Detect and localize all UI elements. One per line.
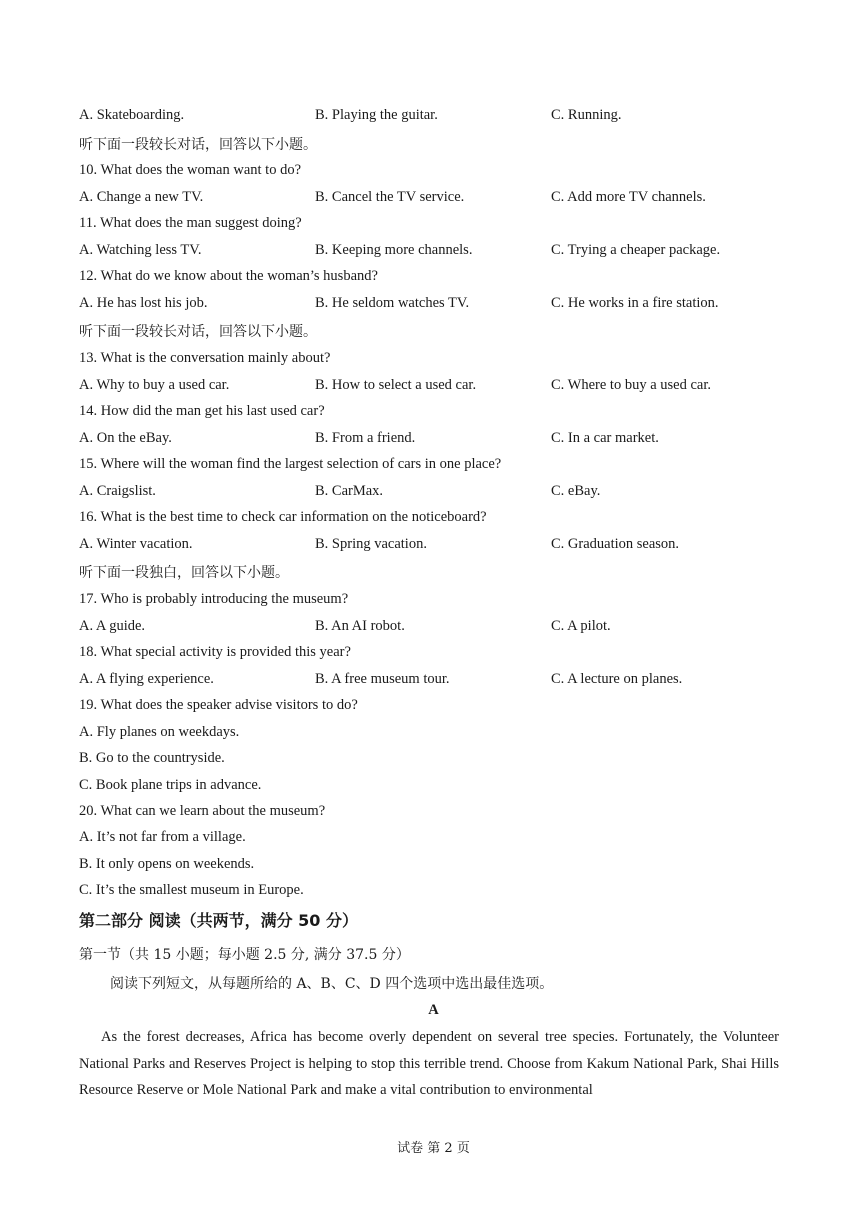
q12-option-a: A. He has lost his job. <box>79 295 208 311</box>
q10-option-c: C. Add more TV channels. <box>551 189 706 205</box>
question-15: 15. Where will the woman find the largest selection of cars in one place? <box>79 456 502 472</box>
passage-label: A <box>428 1002 439 1018</box>
q14-option-a: A. On the eBay. <box>79 430 172 446</box>
q17-option-c: C. A pilot. <box>551 618 611 634</box>
q11-option-c: C. Trying a cheaper package. <box>551 242 721 258</box>
q10-option-b: B. Cancel the TV service. <box>315 189 465 205</box>
q18-option-b: B. A free museum tour. <box>315 671 450 687</box>
question-19: 19. What does the speaker advise visitors to do? <box>79 697 358 713</box>
question-17: 17. Who is probably introducing the museum? <box>79 591 349 607</box>
q19-option-b: B. Go to the countryside. <box>79 750 225 766</box>
q12-option-b: B. He seldom watches TV. <box>315 295 470 311</box>
q11-option-a: A. Watching less TV. <box>79 242 202 258</box>
question-18: 18. What special activity is provided this year? <box>79 644 351 660</box>
q16-option-b: B. Spring vacation. <box>315 536 427 552</box>
q13-option-b: B. How to select a used car. <box>315 377 477 393</box>
q15-option-a: A. Craigslist. <box>79 483 156 499</box>
q11-option-b: B. Keeping more channels. <box>315 242 473 258</box>
passage-text: As the forest decreases, Africa has become overly dependent on several tree species. Fortunately, the Volunteer National Parks and Reserves Project is helping to stop this terrible trend. Choose from Kakum National Park, Shai Hills Resource Reserve or Mole National Park and make a vital contribution to environmental <box>79 1029 779 1098</box>
listening-instruction: 听下面一段较长对话，回答以下小题。 <box>79 137 317 153</box>
question-10: 10. What does the woman want to do? <box>79 162 302 178</box>
q14-option-c: C. In a car market. <box>551 430 659 446</box>
q16-option-c: C. Graduation season. <box>551 536 680 552</box>
question-12: 12. What do we know about the woman’s husband? <box>79 268 378 284</box>
question-16: 16. What is the best time to check car information on the noticeboard? <box>79 509 487 525</box>
question-14: 14. How did the man get his last used car? <box>79 403 325 419</box>
q9-option-c: C. Running. <box>551 107 622 123</box>
q20-option-a: A. It’s not far from a village. <box>79 829 246 845</box>
question-13: 13. What is the conversation mainly about? <box>79 350 331 366</box>
reading-instruction: 阅读下列短文，从每题所给的 A、B、C、D 四个选项中选出最佳选项。 <box>110 976 554 992</box>
q17-option-a: A. A guide. <box>79 618 146 634</box>
page-footer: 试卷 第 2 页 <box>397 1141 470 1156</box>
q19-option-a: A. Fly planes on weekdays. <box>79 724 240 740</box>
question-11: 11. What does the man suggest doing? <box>79 215 302 231</box>
q16-option-a: A. Winter vacation. <box>79 536 193 552</box>
q20-option-c: C. It’s the smallest museum in Europe. <box>79 882 304 898</box>
q12-option-c: C. He works in a fire station. <box>551 295 719 311</box>
q15-option-b: B. CarMax. <box>315 483 384 499</box>
q13-option-c: C. Where to buy a used car. <box>551 377 711 393</box>
q10-option-a: A. Change a new TV. <box>79 189 204 205</box>
listening-instruction: 听下面一段较长对话，回答以下小题。 <box>79 324 317 340</box>
q20-option-b: B. It only opens on weekends. <box>79 856 255 872</box>
listening-instruction: 听下面一段独白，回答以下小题。 <box>79 565 289 581</box>
q18-option-a: A. A flying experience. <box>79 671 214 687</box>
section-one-title: 第一节（共 15 小题；每小题 2.5 分, 满分 37.5 分） <box>79 947 410 963</box>
q9-option-b: B. Playing the guitar. <box>315 107 438 123</box>
question-20: 20. What can we learn about the museum? <box>79 803 326 819</box>
q17-option-b: B. An AI robot. <box>315 618 405 634</box>
q13-option-a: A. Why to buy a used car. <box>79 377 230 393</box>
q15-option-c: C. eBay. <box>551 483 601 499</box>
q19-option-c: C. Book plane trips in advance. <box>79 777 262 793</box>
q14-option-b: B. From a friend. <box>315 430 416 446</box>
q9-option-a: A. Skateboarding. <box>79 107 185 123</box>
q18-option-c: C. A lecture on planes. <box>551 671 683 687</box>
part-two-title: 第二部分 阅读（共两节，满分 50 分） <box>79 911 358 930</box>
